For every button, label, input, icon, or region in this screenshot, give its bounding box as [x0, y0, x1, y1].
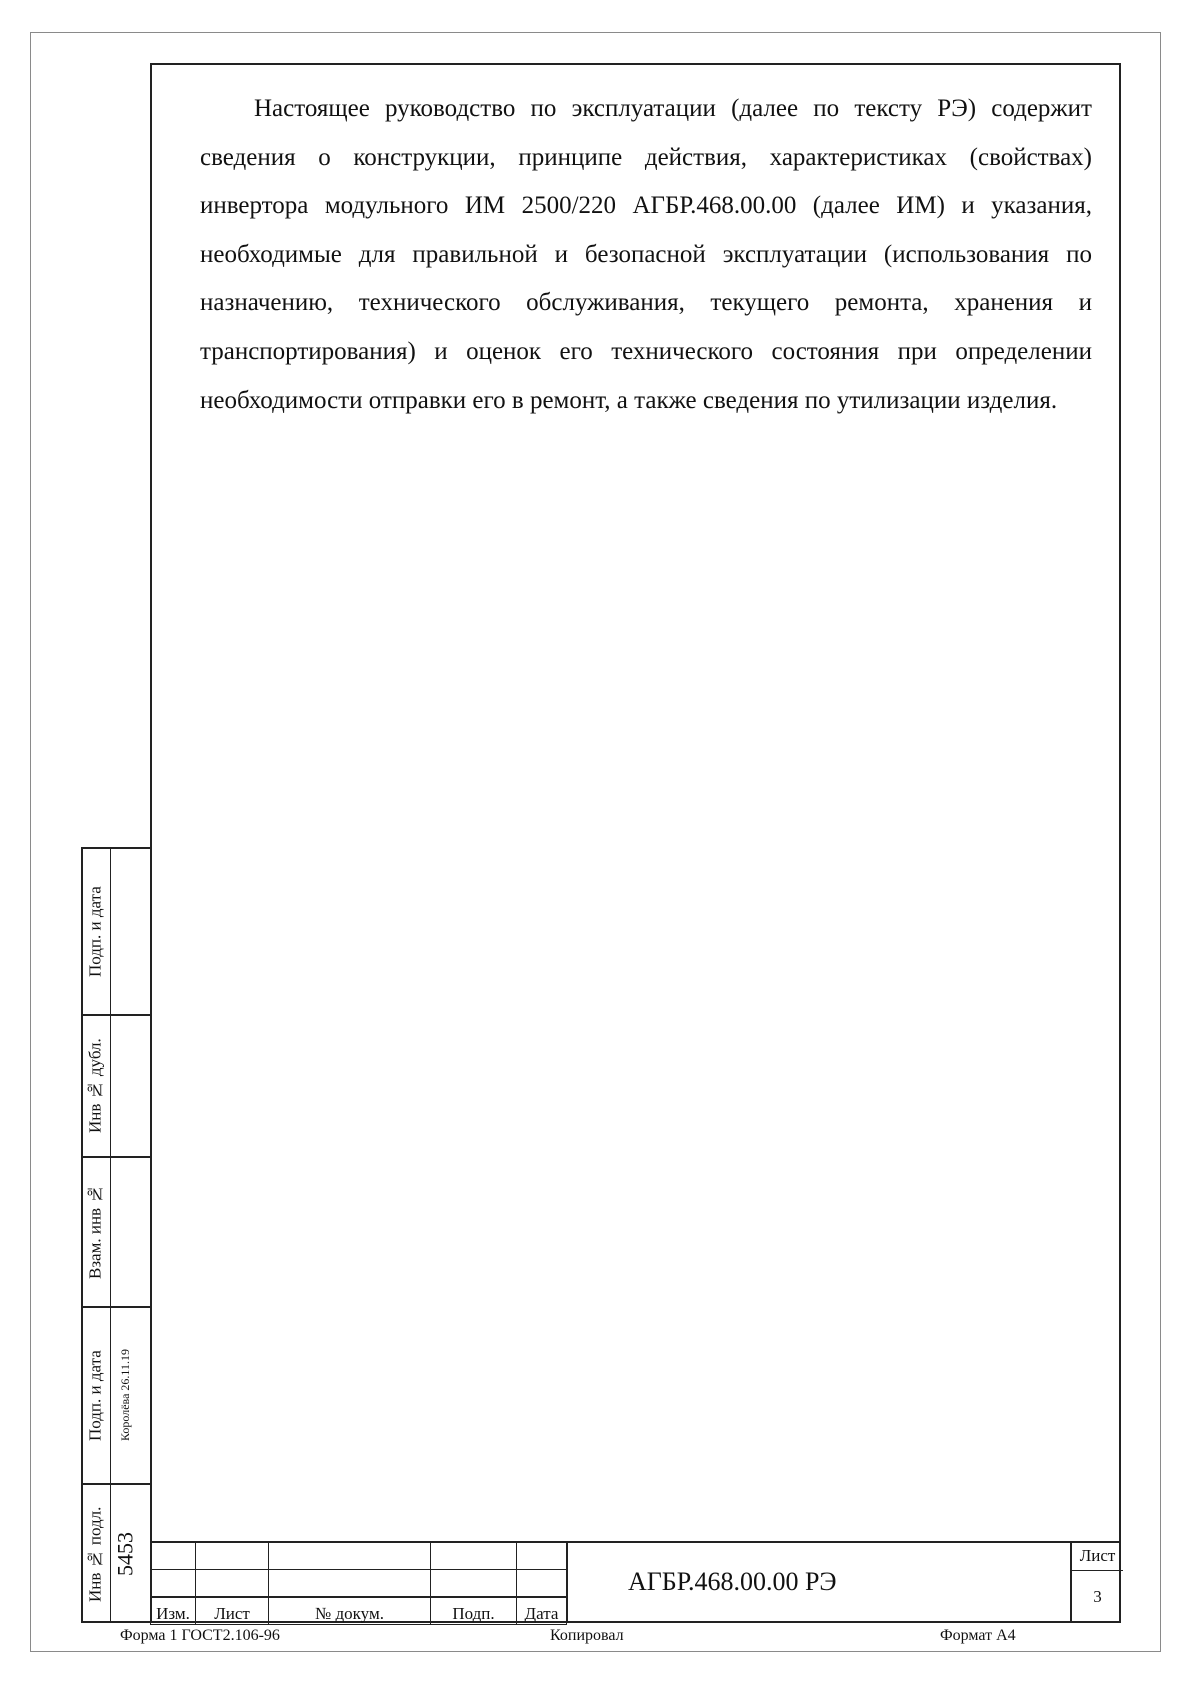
strip-signature-note: Королёва 26.11.19: [118, 1349, 132, 1442]
change-cell: [196, 1542, 269, 1569]
sheet-number: 3: [1093, 1587, 1102, 1606]
strip-label-podp-data-2: Подп. и дата: [85, 1350, 105, 1441]
change-cell: [151, 1542, 196, 1569]
header-list: Лист: [196, 1597, 269, 1624]
header-izm: Изм.: [151, 1597, 196, 1624]
document-designation: АГБР.468.00.00 РЭ: [566, 1541, 1070, 1623]
change-cell: [269, 1569, 431, 1597]
footer-form: Форма 1 ГОСТ2.106-96: [120, 1627, 280, 1644]
change-cell: [151, 1569, 196, 1597]
change-cell: [431, 1542, 517, 1569]
header-nom-dokum: № докум.: [269, 1597, 431, 1624]
sheet-label: Лист: [1072, 1541, 1123, 1571]
header-podp: Подп.: [431, 1597, 517, 1624]
change-cell: [517, 1569, 567, 1597]
strip-label-inv-podl: Инв № подл.: [85, 1506, 105, 1602]
footer-copied: Копировал: [550, 1627, 624, 1644]
footer-format: Формат А4: [940, 1627, 1016, 1644]
change-cell: [431, 1569, 517, 1597]
change-cell: [269, 1542, 431, 1569]
strip-inv-podl-value: 5453: [112, 1532, 138, 1576]
strip-label-inv-dubl: Инв № дубл.: [85, 1038, 105, 1134]
document-body-text: Настоящее руководство по эксплуатации (далее по тексту РЭ) содержит сведения о конструкции, принципе действия, характеристиках (свойствах) инвертора модульного ИМ 2500/220 АГБР.468.00.00 (далее ИМ) и указания, необходимые для правильной и безопасной эксплуатации (использования по назначению, технического обслуживания, текущего ремонта, хранения и транспортирования) и оценок его технического состояния при определении необходимости отправки его в ремонт, а также сведения по утилизации изделия.: [200, 95, 1092, 414]
sheet-cell: [1070, 1541, 1121, 1623]
change-cell: [196, 1569, 269, 1597]
strip-label-vzam-inv: Взам. инв №: [85, 1184, 105, 1280]
header-data: Дата: [517, 1597, 567, 1624]
change-cell: [517, 1542, 567, 1569]
strip-label-podp-data-1: Подп. и дата: [85, 886, 105, 977]
title-block-change-table: [150, 1541, 566, 1623]
